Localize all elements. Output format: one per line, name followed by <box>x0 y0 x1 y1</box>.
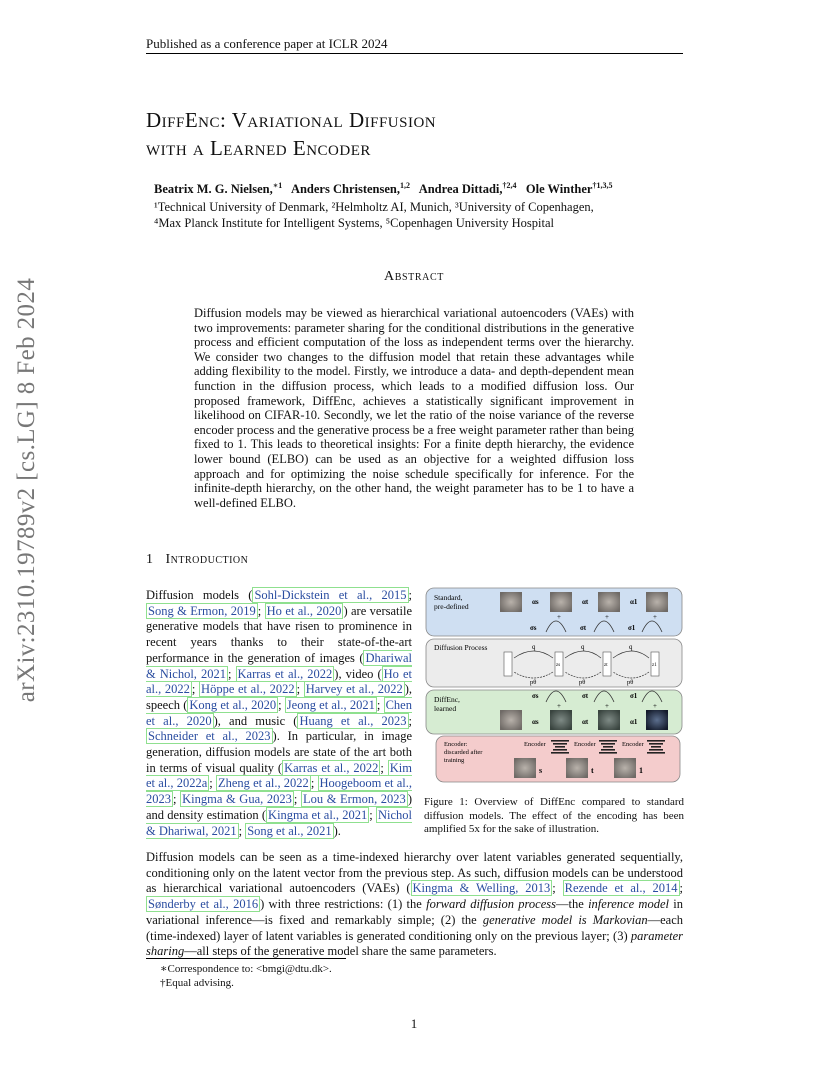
intro-text: ) are versatile generative models that have risen to prominence in recent years thanks to their state-of-the-art performance in the generation of images ( <box>146 603 412 665</box>
intro-text: ), speech ( <box>146 682 413 712</box>
citation-link[interactable]: Kingma et al., 2021 <box>268 807 368 822</box>
body-text: ; <box>552 881 563 896</box>
plus-1: + <box>653 613 657 621</box>
sigma-1-label: σ1 <box>630 692 638 700</box>
author-3-sup: †2,4 <box>502 180 517 190</box>
intro-text: ; <box>296 682 304 697</box>
citation-link[interactable]: Karras et al., 2022 <box>237 666 333 681</box>
section-title: Introduction <box>165 552 249 567</box>
encoder-label-3: training <box>444 757 465 764</box>
intro-text: ), and music ( <box>213 713 298 728</box>
plus-1: + <box>653 702 657 710</box>
sigma-s-label: σs <box>530 624 537 632</box>
encoded-image-s <box>550 710 572 730</box>
encoder-block-label: Encoder <box>524 741 546 748</box>
author-list <box>154 182 612 197</box>
cifar-image-s <box>550 592 572 612</box>
author-2: Anders Christensen, <box>290 182 400 196</box>
emphasis-text: inference model <box>588 897 669 912</box>
intro-text: ), video ( <box>334 666 382 681</box>
paper-title <box>146 106 436 162</box>
alpha-t-label: αt <box>582 718 589 726</box>
footnote-rule <box>146 958 346 959</box>
p-label: pθ <box>530 679 537 686</box>
plus-s: + <box>557 613 561 621</box>
alpha-s-label: αs <box>532 598 539 606</box>
section-number: 1 <box>146 552 154 567</box>
author-2-sup: 1,2 <box>400 180 410 190</box>
intro-text: ; <box>293 792 301 807</box>
citation-link[interactable]: Nichol & Dhariwal, 2021 <box>146 807 412 838</box>
abstract-text: Diffusion models may be viewed as hierarchical variational autoencoders (VAEs) with two improvements: parameter sharing for the conditional distributions in the generative process and efficient computation of the loss as independent terms over the hierarchy. We consider two changes to the diffusion model that retain these advantages while adding flexibility to the model. Firstly, we introduce a data- and depth-dependent mean function in the diffusion process, which leads to a modified diffusion loss. Our proposed framework, DiffEnc, achieves a statistically significant improvement in likelihood on CIFAR-10. Secondly, we let the ratio of the noise variance of the reverse encoder process and the generative process be a free weight parameter rather than being fixed to 1. This leads to theoretical insights: For a finite depth hierarchy, the evidence lower bound (ELBO) can be used as an objective for a weighted diffusion loss approach and for optimizing the noise schedule specifically for inference. For the infinite-depth hierarchy, on the other hand, the weight parameter has to be 1 to have a well-defined ELBO. <box>194 306 634 510</box>
author-4: Ole Winther <box>525 182 593 196</box>
zt-label: zt <box>604 663 608 668</box>
intro-text: ; <box>408 588 412 602</box>
citation-link[interactable]: Sohl-Dickstein et al., 2015 <box>254 588 407 602</box>
citation-link[interactable]: Lou & Ermon, 2023 <box>302 792 406 807</box>
citation-link[interactable]: Chen et al., 2020 <box>146 697 412 728</box>
footnote-correspondence: ∗Correspondence to: <bmgi@dtu.dk>. <box>160 963 332 975</box>
arxiv-stamp-text: arXiv:2310.19789v2 [cs.LG] 8 Feb 2024 <box>13 277 40 703</box>
intro-text: ; <box>380 760 388 775</box>
running-header: Published as a conference paper at ICLR 2024 <box>146 36 388 51</box>
encoder-block-label: Encoder <box>622 741 644 748</box>
intro-text: ; <box>369 807 376 822</box>
plus-t: + <box>605 702 609 710</box>
citation-link[interactable]: Ho et al., 2022 <box>146 666 412 697</box>
citation-link[interactable]: Kim et al., 2022a <box>146 760 412 791</box>
affiliation-line-1: ¹Technical University of Denmark, ²Helmholtz AI, Munich, ³University of Copenhagen, <box>154 200 594 214</box>
input-image-t <box>566 758 588 778</box>
page-number: 1 <box>410 1016 418 1031</box>
encoder-block-label: Encoder <box>574 741 596 748</box>
citation-link[interactable]: Rezende et al., 2014 <box>564 881 678 896</box>
citation-link[interactable]: Harvey et al., 2022 <box>305 682 403 697</box>
intro-text: ; <box>408 713 413 728</box>
citation-link[interactable]: Höppe et al., 2022 <box>201 682 295 697</box>
q-label: q <box>581 643 585 651</box>
author-1-sup: ∗1 <box>272 180 283 190</box>
sigma-s-label: σs <box>532 692 539 700</box>
citation-link[interactable]: Hoogeboom et al., 2023 <box>146 776 413 807</box>
alpha-1-label: α1 <box>630 598 638 606</box>
zs-label: zs <box>556 663 561 668</box>
body-text: ; <box>679 881 683 896</box>
alpha-1-label: α1 <box>630 718 638 726</box>
z1-label: z1 <box>652 663 657 668</box>
diffenc-label: DiffEnc, <box>434 695 460 704</box>
intro-text: ) and density estimation ( <box>146 792 412 822</box>
alpha-s-label: αs <box>532 718 539 726</box>
sigma-t-label: σt <box>580 624 587 632</box>
alpha-t-label: αt <box>582 598 589 606</box>
citation-link[interactable]: Kong et al., 2020 <box>189 697 277 712</box>
sigma-1-label: σ1 <box>628 624 636 632</box>
figure-1-diagram <box>424 586 684 786</box>
intro-text: ; <box>227 666 236 681</box>
affiliation-line-2: ⁴Max Planck Institute for Intelligent Systems, ⁵Copenhagen University Hospital <box>154 216 554 230</box>
body-text: Diffusion models can be seen as a time-indexed hierarchy over latent variables generated sequentially, conditioning only on the latent vector from the previous step. As such, diffusion models can be understood as hierarchical variational autoencoders (VAEs) ( <box>146 850 683 896</box>
intro-paragraph <box>146 588 412 839</box>
citation-link[interactable]: Ho et al., 2020 <box>266 603 342 618</box>
standard-label: Standard, <box>434 593 463 602</box>
encoder-label: Encoder: <box>444 741 468 748</box>
author-4-sup: †1,3,5 <box>592 180 613 190</box>
affiliations <box>154 199 594 231</box>
intro-text: ; <box>310 776 318 791</box>
intro-text: ). <box>333 823 341 838</box>
body-text: ) with three restrictions: (1) the <box>260 897 427 912</box>
input-image-1 <box>614 758 636 778</box>
intro-text: ; <box>278 697 285 712</box>
diffusion-label: Diffusion Process <box>434 643 488 652</box>
plus-s: + <box>557 702 561 710</box>
time-label-1: 1 <box>639 766 643 775</box>
figure-caption: Figure 1: Overview of DiffEnc compared to standard diffusion models. The effect of the encoding has been amplified 5x for the sake of illustration. <box>424 796 684 835</box>
cifar-image-x <box>500 710 522 730</box>
title-line-1: DiffEnc: Variational Diffusion <box>146 108 437 132</box>
encoded-image-t <box>598 710 620 730</box>
body-text: —all steps of the generative model share the same parameters. <box>184 944 497 959</box>
cifar-image-t <box>598 592 620 612</box>
intro-text: ; <box>238 823 246 838</box>
q-label: q <box>532 643 536 651</box>
intro-text: ; <box>173 792 181 807</box>
author-3: Andrea Dittadi, <box>418 182 503 196</box>
time-label-s: s <box>539 766 543 775</box>
q-label: q <box>629 643 633 651</box>
emphasis-text: parameter sharing <box>146 928 683 959</box>
citation-link[interactable]: Kingma & Gua, 2023 <box>182 792 292 807</box>
title-line-2: with a Learned Encoder <box>146 136 371 160</box>
citation-link[interactable]: Huang et al., 2023 <box>299 713 407 728</box>
input-image-s <box>514 758 536 778</box>
citation-link[interactable]: Song et al., 2021 <box>247 823 332 838</box>
time-label-t: t <box>591 766 594 775</box>
intro-text: ; <box>376 697 384 712</box>
standard-label-2: pre-defined <box>434 602 469 611</box>
author-1: Beatrix M. G. Nielsen, <box>154 182 273 196</box>
diffenc-label-2: learned <box>434 704 457 713</box>
emphasis-text: forward diffusion process <box>426 897 556 912</box>
citation-link[interactable]: Zheng et al., 2022 <box>217 776 309 791</box>
sigma-t-label: σt <box>582 692 589 700</box>
citation-link[interactable]: Kingma & Welling, 2013 <box>412 881 551 896</box>
body-text: in variational inference—is fixed and remarkably simple; (2) the <box>146 897 683 927</box>
citation-link[interactable]: Sønderby et al., 2016 <box>148 897 259 912</box>
body-text: —the <box>556 897 589 912</box>
header-rule <box>146 53 683 54</box>
citation-link[interactable]: Dhariwal & Nichol, 2021 <box>146 650 412 681</box>
cifar-image-x <box>500 592 522 612</box>
citation-link[interactable]: Schneider et al., 2023 <box>148 729 271 744</box>
x-node <box>504 652 512 676</box>
citation-link[interactable]: Jeong et al., 2021 <box>286 697 375 712</box>
encoder-label-2: discarded after <box>444 749 483 756</box>
citation-link[interactable]: Karras et al., 2022 <box>284 760 379 775</box>
body-text: —each (time-indexed) layer of latent variables is generated conditioning only on the previous layer; (3) <box>146 912 683 943</box>
footnote-equal-advising: †Equal advising. <box>160 977 234 989</box>
intro-text: ; <box>191 682 200 697</box>
abstract-heading: Abstract <box>384 269 444 284</box>
intro-text: ; <box>209 776 216 791</box>
plus-t: + <box>605 613 609 621</box>
emphasis-text: generative model is Markovian <box>482 912 648 927</box>
section-heading <box>146 552 248 568</box>
arxiv-stamp <box>2 277 52 703</box>
encoded-image-1 <box>646 710 668 730</box>
citation-link[interactable]: Song & Ermon, 2019 <box>148 603 256 618</box>
p-label: pθ <box>627 679 634 686</box>
intro-text: Diffusion models ( <box>146 588 253 602</box>
intro-text: ; <box>257 603 265 618</box>
cifar-image-1 <box>646 592 668 612</box>
body-paragraph-2 <box>146 850 683 960</box>
intro-text: ). In particular, in image generation, diffusion models are state of the art both in terms of visual quality ( <box>146 729 413 775</box>
p-label: pθ <box>579 679 586 686</box>
